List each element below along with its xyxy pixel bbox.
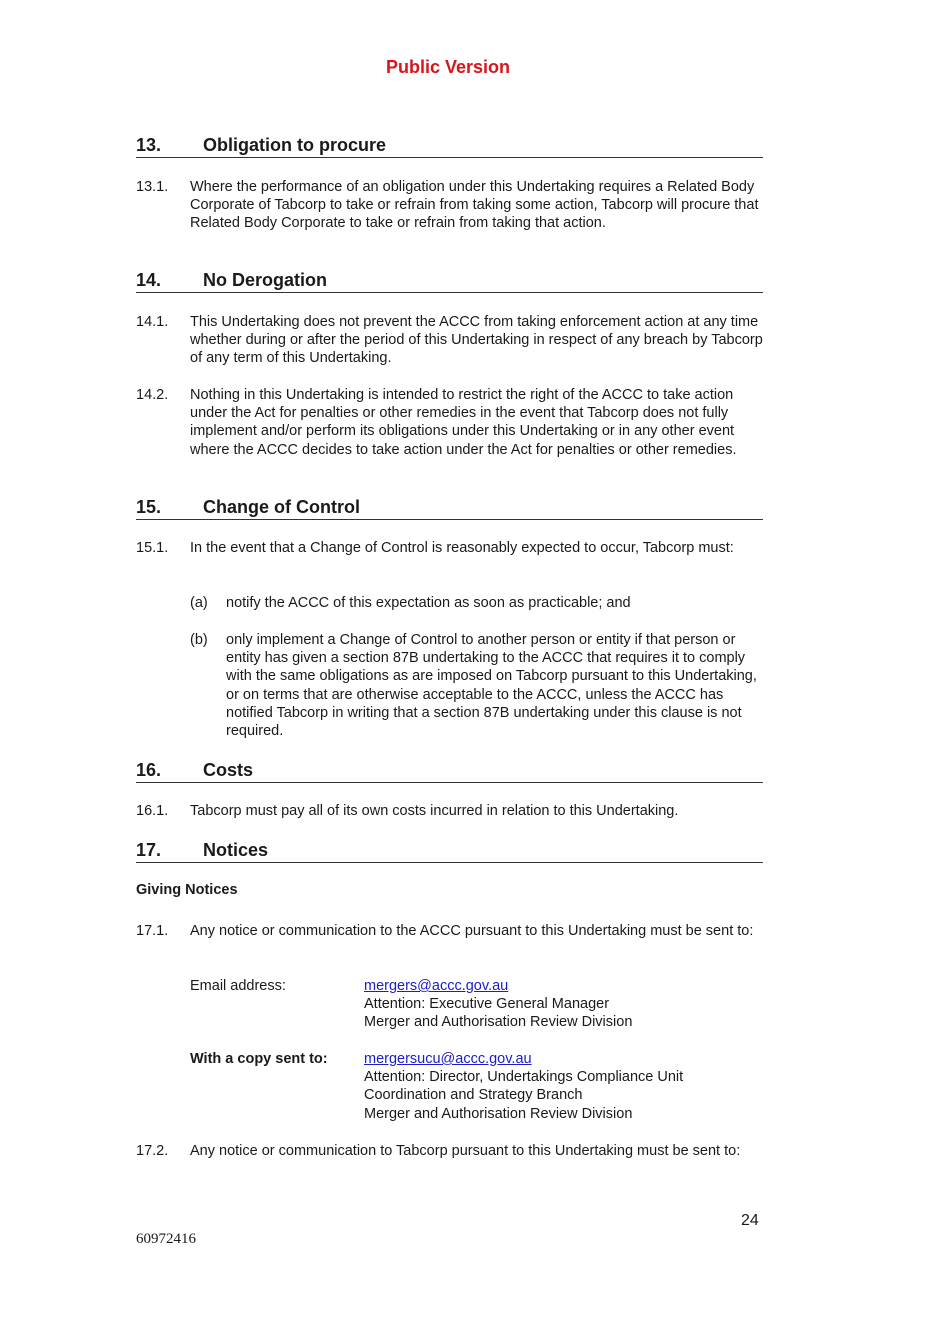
subclause-15-1-b: [190, 631, 763, 740]
clause-15-1: [136, 539, 763, 557]
clause-text: This Undertaking does not prevent the ACCC from taking enforcement action at any time whether during or after the period of this Undertaking in respect of any breach by Tabcorp of any term of this Undertaking.: [190, 314, 763, 367]
section-title: Notices: [203, 840, 269, 860]
section-number: 15.: [136, 497, 162, 517]
section-number: 14.: [136, 270, 162, 290]
copy-attention-line: Attention: Director, Undertakings Compliance Unit: [364, 1069, 684, 1086]
section-15-heading: [136, 496, 763, 520]
clause-text: Nothing in this Undertaking is intended to restrict the right of the ACCC to take action under the Act for penalties or other remedies in the event that Tabcorp does not fully implement and/or perform its obligations under this Undertaking or in any other event where the ACCC decides to take action under the Act for penalties or other remedies.: [190, 387, 737, 458]
subclause-15-1-a: [190, 594, 763, 612]
copy-branch-line: Coordination and Strategy Branch: [364, 1087, 583, 1104]
clause-16-1: [136, 802, 763, 820]
clause-number: 16.1.: [136, 803, 169, 819]
email-address-label: Email address:: [190, 978, 286, 994]
clause-number: 14.1.: [136, 314, 169, 330]
copy-sent-to-label: With a copy sent to:: [190, 1051, 328, 1067]
subclause-label: (a): [190, 595, 208, 611]
section-13-heading: [136, 134, 763, 158]
clause-13-1: [136, 178, 763, 233]
clause-text: Tabcorp must pay all of its own costs incurred in relation to this Undertaking.: [190, 803, 679, 819]
section-title: Obligation to procure: [203, 135, 386, 155]
clause-17-2: [136, 1142, 763, 1160]
subclause-label: (b): [190, 632, 208, 648]
giving-notices-subheading: Giving Notices: [136, 882, 238, 898]
clause-number: 17.1.: [136, 923, 169, 939]
clause-14-1: [136, 313, 763, 368]
email-division-line: Merger and Authorisation Review Division: [364, 1014, 633, 1031]
section-title: Costs: [203, 760, 254, 780]
copy-address-block: [364, 1050, 683, 1123]
copy-email-link[interactable]: mergersucu@accc.gov.au: [364, 1051, 532, 1067]
email-address-block: [364, 977, 632, 1032]
email-link[interactable]: mergers@accc.gov.au: [364, 978, 509, 994]
document-id: 60972416: [136, 1231, 196, 1247]
clause-text: Any notice or communication to the ACCC pursuant to this Undertaking must be sent to:: [190, 923, 754, 939]
public-version-banner: Public Version: [385, 57, 511, 77]
clause-14-2: [136, 386, 763, 459]
section-title: Change of Control: [203, 497, 360, 517]
section-17-heading: [136, 839, 763, 863]
clause-number: 14.2.: [136, 387, 169, 403]
subclause-text: only implement a Change of Control to another person or entity if that person or entity has given a section 87B undertaking to the ACCC that requires it to comply with the same obligations as are imposed on Tabcorp pursuant to this Undertaking, or on terms that are otherwise acceptable to the ACCC, unless the ACCC has notified Tabcorp in writing that a section 87B undertaking under this clause is not required.: [226, 632, 757, 740]
email-attention-line: Attention: Executive General Manager: [364, 996, 610, 1013]
clause-number: 15.1.: [136, 540, 169, 556]
subclause-text: notify the ACCC of this expectation as soon as practicable; and: [226, 595, 631, 611]
section-number: 16.: [136, 760, 162, 780]
copy-division-line: Merger and Authorisation Review Division: [364, 1105, 633, 1122]
clause-number: 17.2.: [136, 1143, 169, 1159]
section-title: No Derogation: [203, 270, 327, 290]
section-16-heading: [136, 759, 763, 783]
clause-text: Where the performance of an obligation under this Undertaking requires a Related Body Corporate of Tabcorp to take or refrain from taking some action, Tabcorp will procure that Related Body Corporate to take or refrain from taking that action.: [190, 179, 759, 232]
clause-number: 13.1.: [136, 179, 169, 195]
clause-17-1: [136, 922, 763, 940]
page-number: 24: [741, 1212, 759, 1229]
section-number: 17.: [136, 840, 162, 860]
section-number: 13.: [136, 135, 162, 155]
clause-text: In the event that a Change of Control is reasonably expected to occur, Tabcorp must:: [190, 540, 734, 556]
section-14-heading: [136, 269, 763, 293]
clause-text: Any notice or communication to Tabcorp pursuant to this Undertaking must be sent to:: [190, 1143, 741, 1159]
